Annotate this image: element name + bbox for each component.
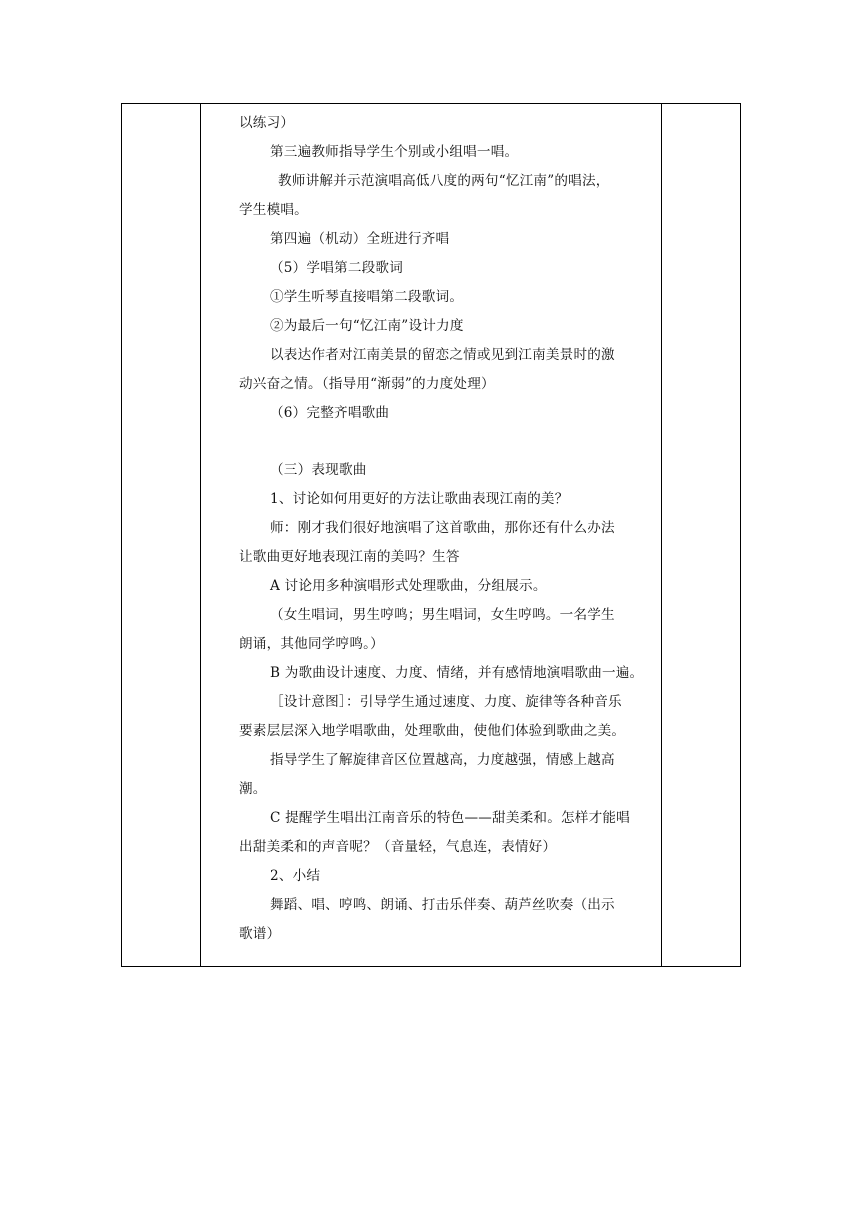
text-line: C 提醒学生唱出江南音乐的特色——甜美柔和。怎样才能唱 [270, 810, 630, 826]
content-text [201, 104, 661, 966]
text-line: ［设计意图］：引导学生通过速度、力度、旋律等各种音乐 [270, 694, 622, 710]
text-line: ②为最后一句“忆江南”设计力度 [270, 318, 464, 334]
text-line: 第四遍（机动）全班进行齐唱 [270, 231, 450, 247]
text-line: 学生模唱。 [239, 202, 308, 218]
text-line: 要素层层深入地学唱歌曲，处理歌曲，使他们体验到歌曲之美。 [239, 723, 626, 739]
text-line: 以表达作者对江南美景的留恋之情或见到江南美景时的激 [270, 347, 615, 363]
right-cell [662, 104, 741, 967]
table-row [122, 104, 741, 967]
content-cell [201, 104, 662, 967]
text-line: B 为歌曲设计速度、力度、情绪，并有感情地演唱歌曲一遍。 [270, 665, 644, 681]
text-line: 指导学生了解旋律音区位置越高，力度越强，情感上越高 [270, 752, 615, 768]
text-line: 1、讨论如何用更好的方法让歌曲表现江南的美？ [270, 491, 569, 507]
text-line: 以练习） [239, 115, 295, 131]
text-line: 让歌曲更好地表现江南的美吗？生答 [239, 549, 460, 565]
text-line: 教师讲解并示范演唱高低八度的两句“忆江南”的唱法， [278, 173, 610, 189]
text-line: 出甜美柔和的声音呢？（音量轻，气息连，表情好） [239, 839, 557, 855]
text-line: 歌谱） [239, 926, 281, 942]
text-line: 第三遍教师指导学生个别或小组唱一唱。 [270, 144, 519, 160]
text-line: 师：刚才我们很好地演唱了这首歌曲，那你还有什么办法 [270, 520, 615, 536]
lesson-plan-table [121, 103, 741, 967]
text-line: 舞蹈、唱、哼鸣、朗诵、打击乐伴奏、葫芦丝吹奏（出示 [270, 897, 615, 913]
text-line: 朗诵，其他同学哼鸣。） [239, 636, 384, 652]
section-heading: （三）表现歌曲 [270, 462, 367, 478]
text-line: （5）学唱第二段歌词 [270, 260, 403, 276]
text-line: ①学生听琴直接唱第二段歌词。 [270, 289, 464, 305]
text-line: 2、小结 [270, 868, 321, 884]
text-line: （6）完整齐唱歌曲 [270, 405, 390, 421]
left-cell [122, 104, 201, 967]
text-line: 动兴奋之情。（指导用“渐弱”的力度处理） [239, 376, 495, 392]
text-line: A 讨论用多种演唱形式处理歌曲，分组展示。 [270, 578, 547, 594]
text-line: （女生唱词，男生哼鸣；男生唱词，女生哼鸣。一名学生 [270, 607, 615, 623]
text-line: 潮。 [239, 781, 267, 797]
